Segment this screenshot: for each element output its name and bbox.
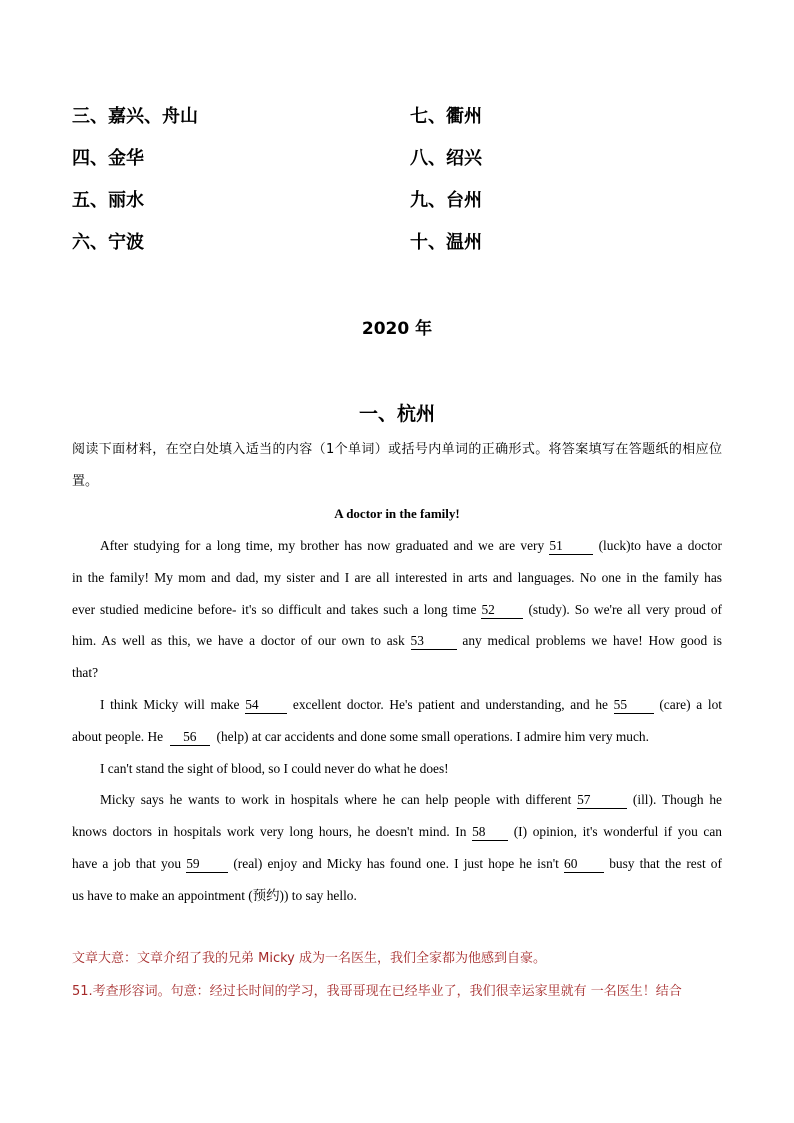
answer-blank[interactable]: 60 — [564, 856, 604, 873]
passage-line: in the family! My mom and dad, my sister and I are all interested in arts and languages. No one in the family has — [72, 570, 722, 585]
passage-line: that? — [72, 665, 99, 680]
answer-blank[interactable]: 59 — [186, 856, 228, 873]
passage-line: ever studied medicine before- it's so difficult and takes such a long time 52 (study). So we're all very proud of — [72, 602, 722, 617]
toc-right-4: 十、温州 — [410, 232, 482, 253]
analysis-summary: 文章大意：文章介绍了我的兄弟 Micky 成为一名医生，我们全家都为他感到自豪。 — [72, 951, 546, 966]
analysis-q51: 51.考查形容词。句意：经过长时间的学习，我哥哥现在已经毕业了，我们很幸运家里就有 一名医生！结合 — [72, 984, 682, 999]
answer-blank[interactable]: 53 — [411, 633, 457, 650]
passage-title: A doctor in the family! — [334, 506, 460, 521]
passage-line: I can't stand the sight of blood, so I could never do what he does! — [100, 761, 449, 776]
passage-line: knows doctors in hospitals work very long hours, he doesn't mind. In 58 (I) opinion, it's wonderful if you can — [72, 824, 722, 839]
passage-line: us have to make an appointment (预约)) to say hello. — [72, 888, 357, 903]
answer-blank[interactable]: 54 — [245, 697, 287, 714]
passage-line: After studying for a long time, my brother has now graduated and we are very 51 (luck)to have a doctor — [100, 538, 722, 553]
toc-right-2: 八、绍兴 — [410, 148, 482, 169]
year-heading: 2020 年 — [361, 319, 433, 339]
passage-line: Micky says he wants to work in hospitals where he can help people with different 57 (ill). Though he — [100, 792, 722, 807]
passage-line: him. As well as this, we have a doctor of our own to ask 53 any medical problems we have! How good is — [72, 633, 722, 648]
toc-left-1: 三、嘉兴、舟山 — [72, 106, 198, 127]
answer-blank[interactable]: 52 — [481, 602, 523, 619]
passage-line: I think Micky will make 54 excellent doctor. He's patient and understanding, and he 55 (care) a lot — [100, 697, 722, 712]
toc-left-2: 四、金华 — [72, 148, 144, 169]
answer-blank[interactable]: 55 — [614, 697, 654, 714]
toc-right-1: 七、衢州 — [410, 106, 482, 127]
passage-line: have a job that you 59 (real) enjoy and Micky has found one. I just hope he isn't 60 busy that the rest of — [72, 856, 722, 871]
passage-line: about people. He 56 (help) at car accidents and done some small operations. I admire him very much. — [72, 729, 649, 744]
section-heading: 一、杭州 — [358, 403, 435, 425]
toc-left-3: 五、丽水 — [72, 190, 144, 211]
toc-right-3: 九、台州 — [410, 190, 482, 211]
answer-blank[interactable]: 51 — [549, 538, 593, 555]
toc-left-4: 六、宁波 — [72, 232, 144, 253]
answer-blank[interactable]: 56 — [170, 729, 210, 746]
instruction: 阅读下面材料，在空白处填入适当的内容（1个单词）或括号内单词的正确形式。将答案填写在答题纸的相应位置。 — [72, 442, 722, 489]
answer-blank[interactable]: 57 — [577, 792, 627, 809]
answer-blank[interactable]: 58 — [472, 824, 508, 841]
